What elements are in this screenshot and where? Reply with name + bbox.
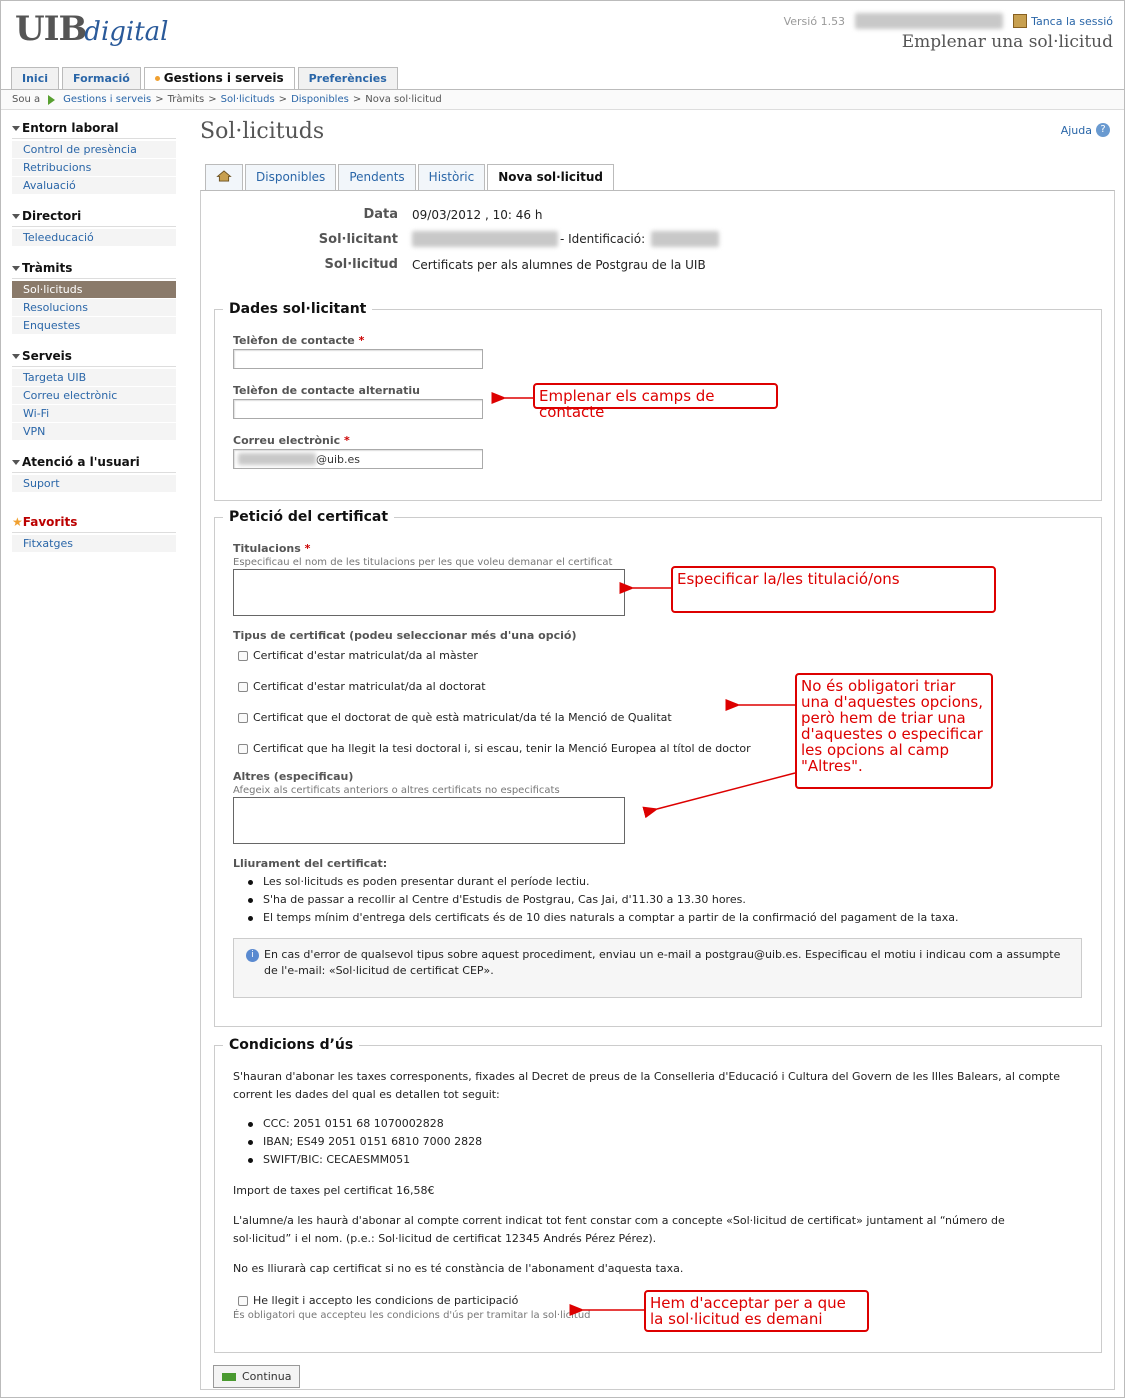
sidebar-item-control[interactable]: Control de presència [12, 141, 176, 159]
sidebar-group-label: Entorn laboral [22, 121, 119, 135]
crumb-sep: > [208, 94, 217, 105]
email-suffix: @uib.es [316, 452, 361, 466]
required-mark: * [304, 542, 311, 555]
condicions-p1: S'hauran d'abonar les taxes corresponents, fixades al Decret de preus de la Conselleria d'Educació i Cultura del Govern de les Illes Balears, al compte corrent les dades del qual es detallen tot seguit: [233, 1070, 1060, 1101]
tab-pendents[interactable]: Pendents [338, 164, 415, 190]
crumb-gestions[interactable]: Gestions i serveis [63, 94, 152, 105]
altres-label: Altres (especificau) [233, 770, 354, 783]
tel-alt-label: Telèfon de contacte alternatiu [233, 384, 421, 397]
section-title: Sol·licituds [200, 119, 325, 144]
import-text: Import de taxes pel certificat 16,58€ [233, 1184, 435, 1197]
list-item: SWIFT/BIC: CECAESMM051 [233, 1153, 482, 1171]
sidebar-item-teleeducacio[interactable]: Teleeducació [12, 229, 176, 247]
required-mark: * [358, 334, 365, 347]
sidebar-item-vpn[interactable]: VPN [12, 423, 176, 441]
annotation-arrows [1, 1, 1125, 1398]
solicitud-value: Certificats per als alumnes de Postgrau de la UIB [412, 258, 706, 272]
crumb-disponibles[interactable]: Disponibles [291, 94, 349, 105]
identificacio-label: - Identificació: [560, 232, 646, 246]
crumb-nova: Nova sol·licitud [365, 94, 442, 105]
nav-tab-preferencies[interactable]: Preferències [298, 67, 398, 89]
legend-dades: Dades sol·licitant [229, 301, 367, 317]
sidebar-group-label: Atenció a l'usuari [22, 455, 140, 469]
page-heading: Emplenar una sol·licitud [901, 32, 1113, 52]
required-mark: * [344, 434, 350, 447]
tel-label-text: Telèfon de contacte [233, 334, 355, 347]
star-icon: ★ [12, 515, 23, 529]
nav-tab-gestions-label: Gestions i serveis [163, 71, 284, 85]
tab-disponibles[interactable]: Disponibles [245, 164, 336, 190]
titulacions-hint: Especificau el nom de les titulacions per les que voleu demanar el certificat [233, 557, 613, 568]
option-label: Certificat d'estar matriculat/da al doctorat [253, 680, 486, 693]
list-item: CCC: 2051 0151 68 1070002828 [233, 1117, 482, 1135]
solicitant-label: Sol·licitant [318, 232, 398, 247]
annotation-titulacions: Especificar la/les titulació/ons [671, 566, 996, 613]
annotation-contact: Emplenar els camps de contacte [533, 383, 778, 409]
version-label: Versió 1.53 [783, 14, 846, 28]
list-item: S'ha de passar a recollir al Centre d'Estudis de Postgrau, Cas Jai, d'11.30 a 13.30 hores. [233, 893, 959, 911]
condicions-p3: No es lliurarà cap certificat si no es té constància de l'abonament d'aquesta taxa. [233, 1262, 684, 1275]
nav-tab-inici[interactable]: Inici [11, 67, 59, 89]
sidebar-item-enquestes[interactable]: Enquestes [12, 317, 176, 335]
arrow-altres [657, 773, 795, 809]
crumb-sep: > [352, 94, 362, 105]
accept-label: He llegit i accepto les condicions de participació [253, 1294, 519, 1307]
logo-main: UIB [15, 9, 87, 49]
tipus-label: Tipus de certificat (podeu seleccionar més d'una opció) [233, 629, 577, 642]
list-item: Les sol·licituds es poden presentar durant el període lectiu. [233, 875, 959, 893]
info-text: En cas d'error de qualsevol tipus sobre aquest procediment, enviau un e-mail a postgrau@uib.es. Especificau el motiu i indicau com a assumpte de l'e-mail: «Sol·licitud de certificat CEP». [264, 948, 1061, 977]
data-value: 09/03/2012 , 10: 46 h [412, 208, 543, 222]
sidebar-item-solicituds[interactable]: Sol·licituds [12, 281, 176, 299]
crumb-sep: > [278, 94, 288, 105]
list-item: IBAN; ES49 2051 0151 6810 7000 2828 [233, 1135, 482, 1153]
sidebar-item-resolucions[interactable]: Resolucions [12, 299, 176, 317]
email-label-text: Correu electrònic [233, 434, 341, 447]
continue-label: Continua [242, 1370, 292, 1383]
lliurament-label: Lliurament del certificat: [233, 857, 388, 870]
logo-sub: digital [84, 17, 169, 47]
breadcrumb-prefix: Sou a [12, 94, 41, 105]
help-icon: ? [1096, 123, 1110, 137]
sidebar-item-retribucions[interactable]: Retribucions [12, 159, 176, 177]
info-icon: i [246, 949, 259, 962]
titulacions-label-text: Titulacions [233, 542, 301, 555]
condicions-p2: L'alumne/a les haurà d'abonar al compte corrent indicat tot fent constar com a concepte «Sol·licitud de certificat» juntament al “número de sol·licitud” i el nom. (p.e.: Sol·licitud de certificat 12345 Andrés Pérez Pérez). [233, 1214, 1005, 1245]
crumb-sep: > [155, 94, 164, 105]
sidebar-item-fitxatges[interactable]: Fitxatges [12, 535, 176, 553]
legend-peticio: Petició del certificat [229, 509, 389, 525]
nav-tab-formacio[interactable]: Formació [62, 67, 141, 89]
sidebar-item-suport[interactable]: Suport [12, 475, 176, 493]
sidebar-group-label: Directori [22, 209, 82, 223]
tab-nova[interactable]: Nova sol·licitud [487, 164, 614, 190]
logout-label: Tanca la sessió [1031, 14, 1113, 28]
sidebar-group-label: Tràmits [22, 261, 73, 275]
sidebar-item-correu[interactable]: Correu electrònic [12, 387, 176, 405]
list-item: El temps mínim d'entrega dels certificats és de 10 dies naturals a comptar a partir de la confirmació del pagament de la taxa. [233, 911, 959, 929]
accept-hint: És obligatori que accepteu les condicions d'ús per tramitar la sol·licitud [233, 1310, 591, 1321]
annotation-accept: Hem d'acceptar per a que la sol·licitud es demani [644, 1290, 869, 1332]
sidebar-item-wifi[interactable]: Wi-Fi [12, 405, 176, 423]
altres-hint: Afegeix als certificats anteriors o altres certificats no especificats [233, 785, 560, 796]
sidebar-item-targeta[interactable]: Targeta UIB [12, 369, 176, 387]
crumb-solicituds[interactable]: Sol·licituds [220, 94, 275, 105]
option-label: Certificat d'estar matriculat/da al màster [253, 649, 478, 662]
legend-condicions: Condicions d’ús [229, 1037, 354, 1053]
sidebar-item-avaluacio[interactable]: Avaluació [12, 177, 176, 195]
crumb-tramits: Tràmits [167, 94, 205, 105]
solicitud-label: Sol·licitud [324, 257, 398, 272]
tab-historic[interactable]: Històric [418, 164, 486, 190]
sidebar-group-label: Favorits [22, 515, 78, 529]
option-label: Certificat que ha llegit la tesi doctoral i, si escau, tenir la Menció Europea al títol de doctor [253, 742, 751, 755]
help-label: Ajuda [1060, 123, 1092, 137]
sidebar-group-label: Serveis [22, 349, 72, 363]
data-label: Data [363, 207, 398, 222]
annotation-options: No és obligatori triar una d'aquestes opcions, però hem de triar una d'aquestes o especificar les opcions al camp "Altres". [795, 673, 993, 789]
option-label: Certificat que el doctorat de què està matriculat/da té la Menció de Qualitat [253, 711, 672, 724]
